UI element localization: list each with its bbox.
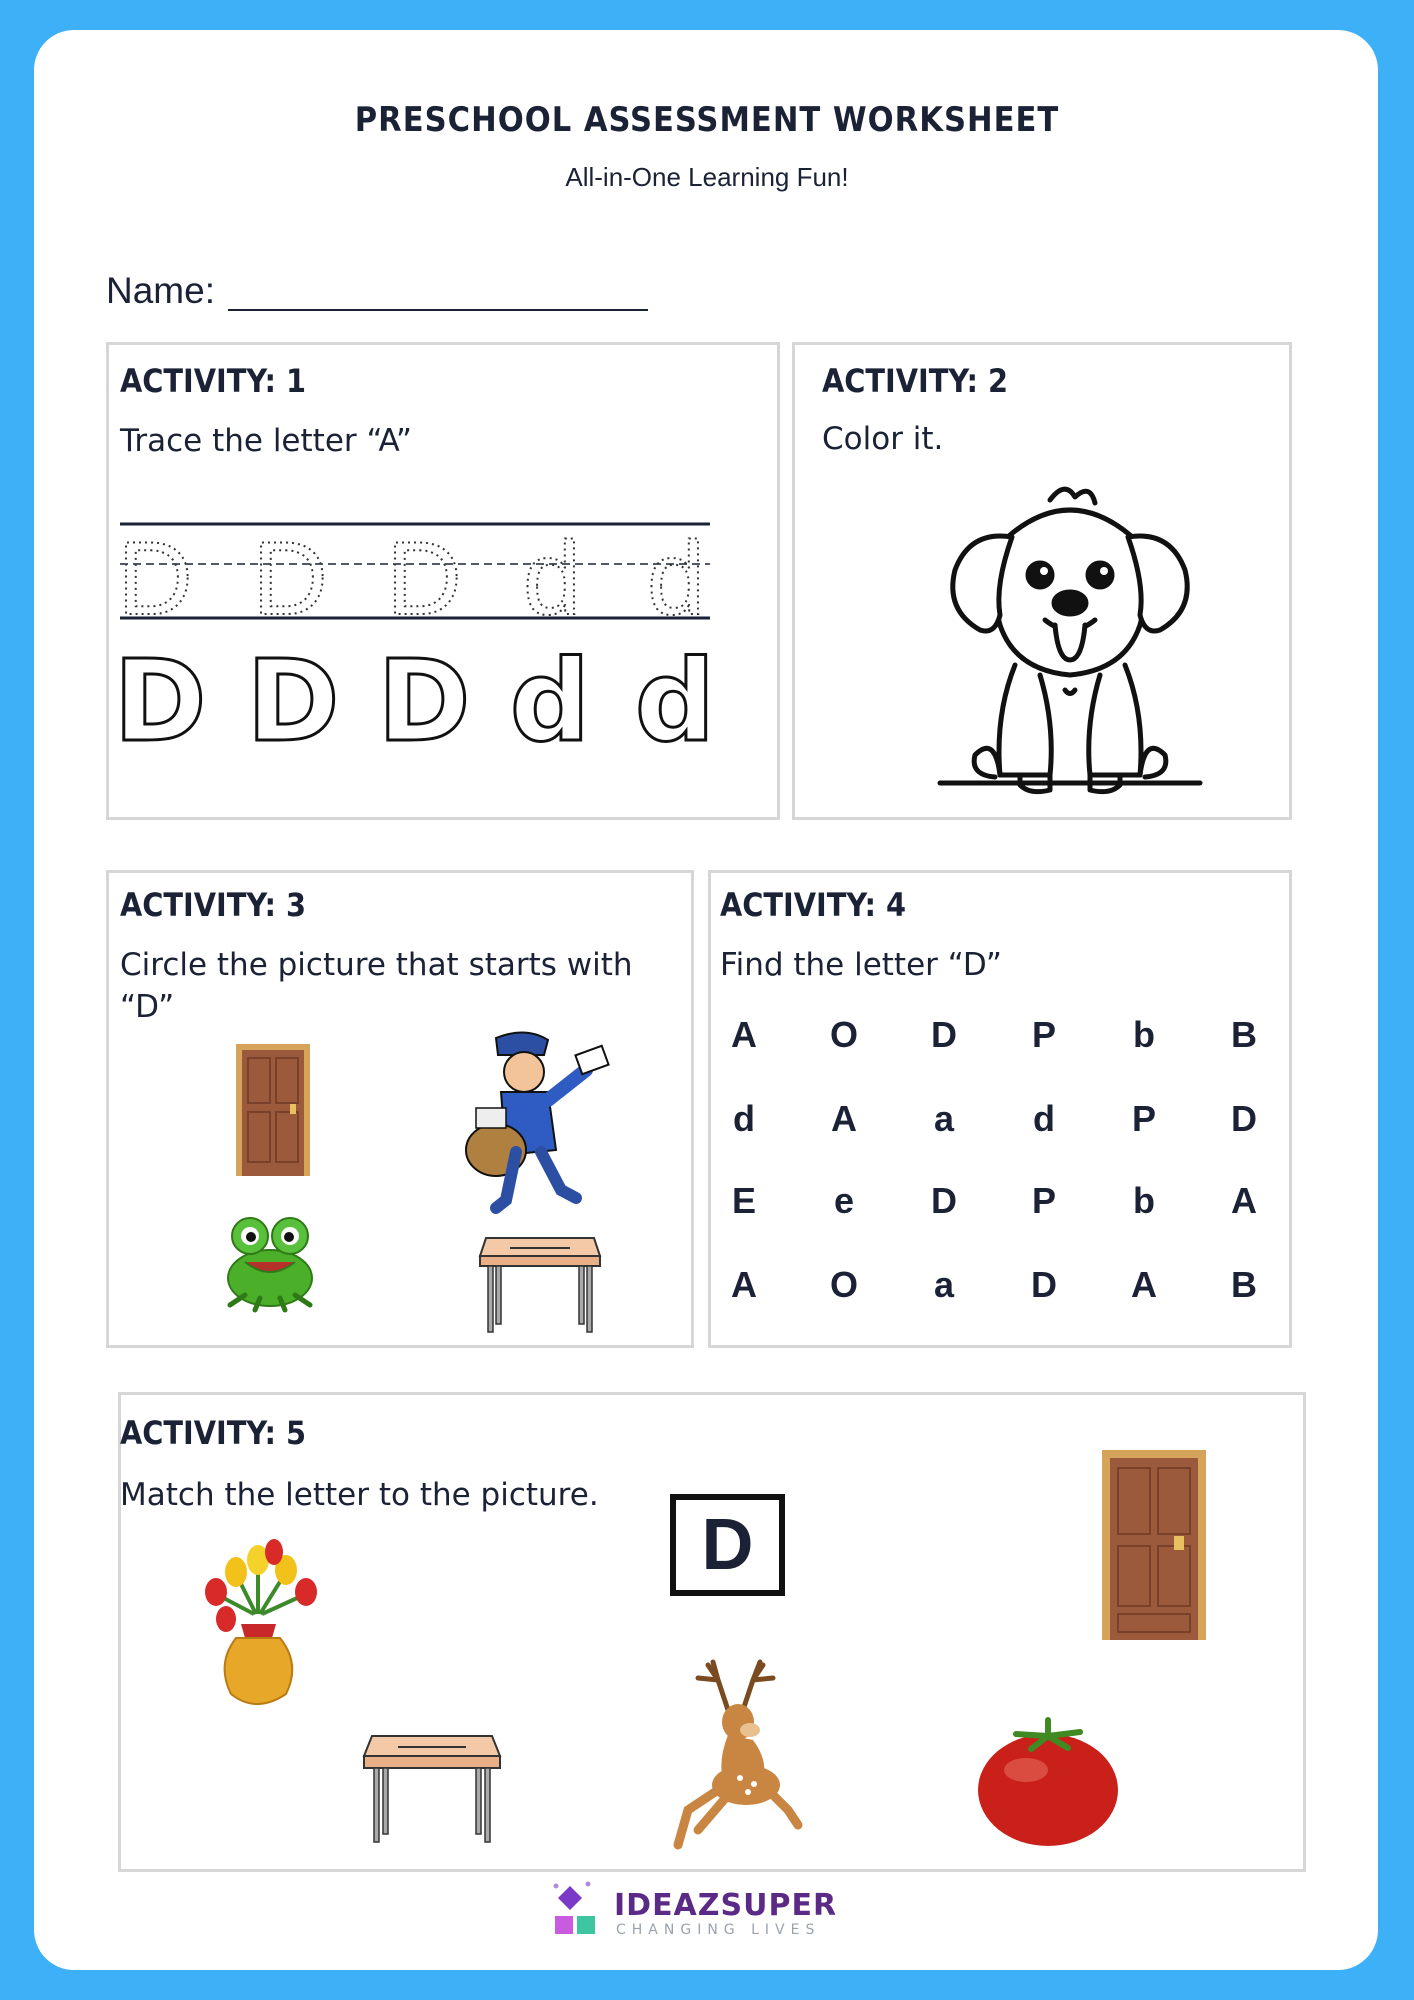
activity-1-instruction: Trace the letter “A” bbox=[120, 423, 412, 459]
grid-letter[interactable]: P bbox=[1031, 1014, 1056, 1055]
flower-vase-icon[interactable] bbox=[196, 1534, 326, 1714]
puppy-icon[interactable] bbox=[940, 475, 1200, 805]
trace-letter: D bbox=[386, 521, 462, 637]
grid-letter[interactable]: A bbox=[1131, 1264, 1157, 1305]
activity-4-title: ACTIVITY: 4 bbox=[720, 886, 906, 924]
activity-3-instruction-line2: “D” bbox=[120, 989, 175, 1025]
bubble-letter: D bbox=[377, 637, 471, 767]
grid-letter[interactable]: D bbox=[931, 1014, 957, 1055]
grid-letter[interactable]: E bbox=[731, 1180, 756, 1221]
bubble-letter: D bbox=[246, 637, 340, 767]
activity-3-title: ACTIVITY: 3 bbox=[120, 886, 306, 924]
trace-letter: D bbox=[252, 521, 328, 637]
name-label: Name: bbox=[106, 270, 215, 311]
grid-letter[interactable]: O bbox=[829, 1264, 858, 1305]
logo-icon bbox=[552, 1880, 600, 1940]
activity-5-instruction: Match the letter to the picture. bbox=[120, 1477, 599, 1513]
tomato-icon[interactable] bbox=[976, 1714, 1120, 1848]
grid-letter[interactable]: O bbox=[829, 1014, 858, 1055]
grid-letter[interactable]: d bbox=[1033, 1098, 1055, 1139]
bubble-letter: d bbox=[509, 637, 591, 767]
grid-letter[interactable]: a bbox=[933, 1264, 955, 1305]
grid-letter[interactable]: B bbox=[1231, 1264, 1257, 1305]
activity-4-instruction: Find the letter “D” bbox=[720, 947, 1002, 983]
grid-letter[interactable]: P bbox=[1131, 1098, 1156, 1139]
activity-1-title: ACTIVITY: 1 bbox=[120, 362, 306, 400]
logo-tagline: CHANGING LIVES bbox=[616, 1922, 821, 1938]
grid-letter[interactable]: b bbox=[1133, 1014, 1155, 1055]
frog-icon[interactable] bbox=[220, 1210, 320, 1314]
door-icon-2[interactable] bbox=[1102, 1450, 1206, 1640]
grid-letter[interactable]: d bbox=[733, 1098, 755, 1139]
activity-2-title: ACTIVITY: 2 bbox=[822, 362, 1008, 400]
page-subtitle: All-in-One Learning Fun! bbox=[565, 162, 849, 192]
deer-icon[interactable] bbox=[668, 1660, 802, 1850]
door-icon[interactable] bbox=[236, 1044, 310, 1176]
grid-letter[interactable]: A bbox=[831, 1098, 857, 1139]
activity-4-box bbox=[708, 870, 1292, 1348]
grid-letter[interactable]: A bbox=[731, 1264, 757, 1305]
activity-5-title: ACTIVITY: 5 bbox=[120, 1414, 306, 1452]
trace-letter: D bbox=[117, 521, 193, 637]
grid-letter[interactable]: b bbox=[1133, 1180, 1155, 1221]
match-letter-box[interactable]: D bbox=[670, 1494, 785, 1596]
desk-icon-2[interactable] bbox=[364, 1730, 500, 1846]
mailman-icon[interactable] bbox=[456, 1030, 626, 1215]
activity-3-instruction-line1: Circle the picture that starts with bbox=[120, 947, 633, 983]
grid-letter[interactable]: e bbox=[833, 1180, 855, 1221]
grid-letter[interactable]: A bbox=[1231, 1180, 1257, 1221]
desk-icon[interactable] bbox=[480, 1232, 600, 1336]
trace-letter: d bbox=[647, 521, 705, 637]
grid-letter[interactable]: D bbox=[931, 1180, 957, 1221]
grid-letter[interactable]: P bbox=[1031, 1180, 1056, 1221]
activity-2-instruction: Color it. bbox=[822, 421, 944, 457]
bubble-letter: d bbox=[634, 637, 716, 767]
logo-name: IDEAZSUPER bbox=[614, 1888, 838, 1923]
grid-letter[interactable]: D bbox=[1231, 1098, 1257, 1139]
bubble-letter: D bbox=[113, 637, 207, 767]
grid-letter[interactable]: A bbox=[731, 1014, 757, 1055]
page-title: PRESCHOOL ASSESSMENT WORKSHEET bbox=[354, 100, 1060, 140]
grid-letter[interactable]: B bbox=[1231, 1014, 1257, 1055]
trace-letter: d bbox=[523, 521, 581, 637]
grid-letter[interactable]: D bbox=[1031, 1264, 1057, 1305]
grid-letter[interactable]: a bbox=[933, 1098, 955, 1139]
